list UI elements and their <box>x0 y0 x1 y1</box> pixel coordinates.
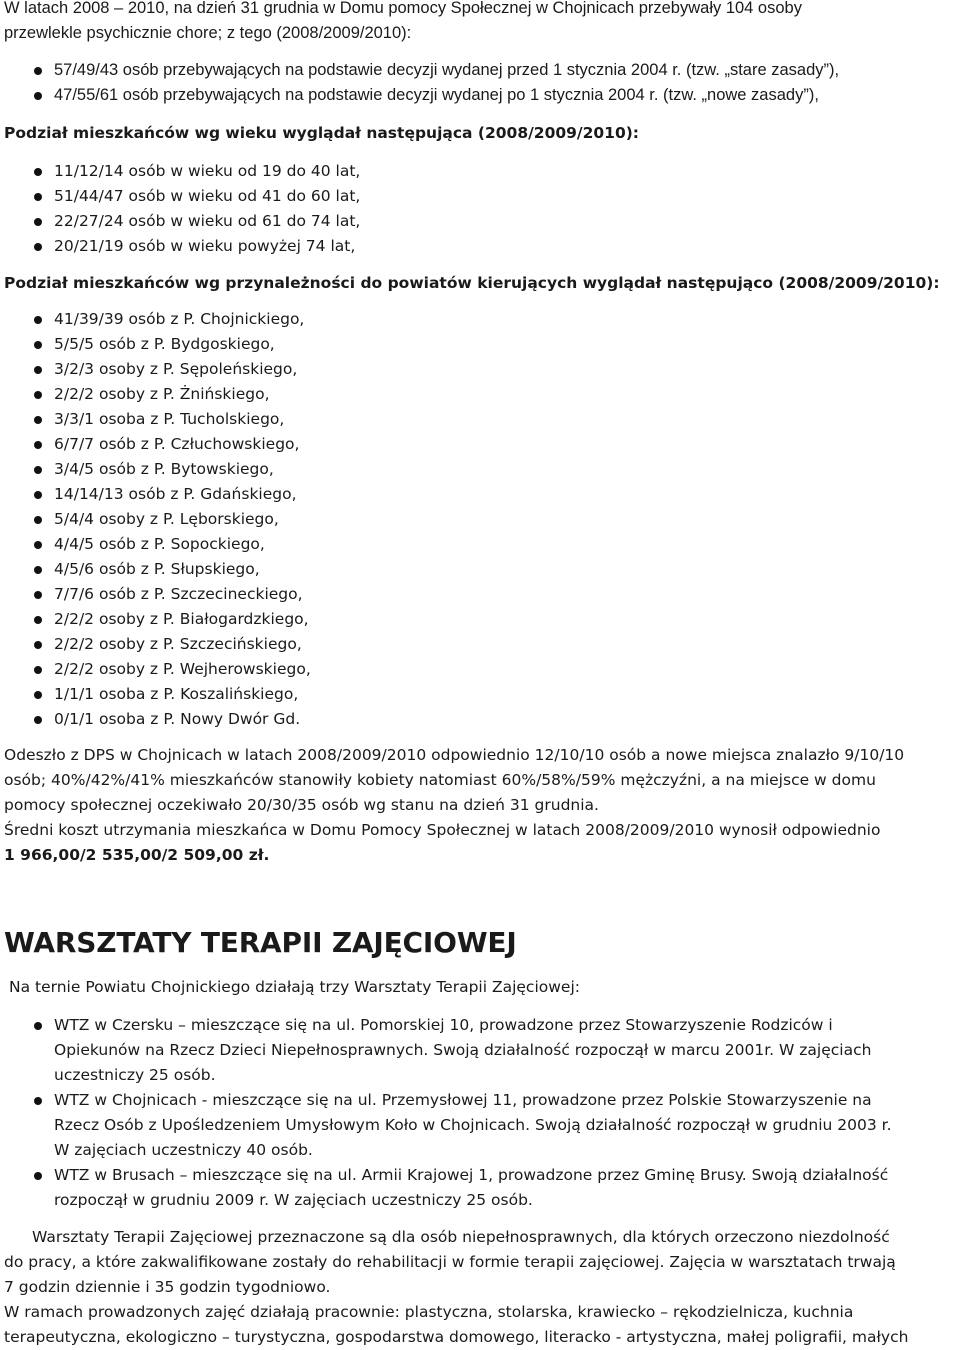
summary-line: Odeszło z DPS w Chojnicach w latach 2008/2009/2010 odpowiednio 12/10/10 osób a nowe miejsca znalazło 9/10/10 <box>4 746 905 764</box>
list-item: 0/1/1 osoba z P. Nowy Dwór Gd. <box>4 707 956 732</box>
list-item: 51/44/47 osób w wieku od 41 do 60 lat, <box>4 184 956 209</box>
list-item: 3/4/5 osób z P. Bytowskiego, <box>4 457 956 482</box>
age-heading: Podział mieszkańców wg wieku wyglądał następująca (2008/2009/2010): <box>4 124 640 142</box>
cost-value: 1 966,00/2 535,00/2 509,00 zł. <box>4 846 270 864</box>
wtz-item-line: WTZ w Chojnicach - mieszczące się na ul. Przemysłowej 11, prowadzone przez Polskie Stowarzyszenie na <box>54 1091 872 1109</box>
list-item: 22/27/24 osób w wieku od 61 do 74 lat, <box>4 209 956 234</box>
list-item: 3/2/3 osoby z P. Sępoleńskiego, <box>4 357 956 382</box>
intro-list <box>4 58 956 108</box>
paragraph-line: 7 godzin dziennie i 35 godzin tygodniowo. <box>4 1278 331 1296</box>
intro-paragraph <box>4 0 954 46</box>
list-item <box>4 1088 956 1163</box>
list-item: 5/4/4 osoby z P. Lęborskiego, <box>4 507 956 532</box>
list-item: 41/39/39 osób z P. Chojnickiego, <box>4 307 956 332</box>
list-item: 2/2/2 osoby z P. Szczecińskiego, <box>4 632 956 657</box>
wtz-item-line: uczestniczy 25 osób. <box>54 1066 216 1084</box>
paragraph-line: Warsztaty Terapii Zajęciowej przeznaczone są dla osób niepełnosprawnych, dla których orzeczono niezdolność <box>32 1228 890 1246</box>
wtz-item-line: WTZ w Brusach – mieszczące się na ul. Armii Krajowej 1, prowadzone przez Gminę Brusy. Swoją działalność <box>54 1166 889 1184</box>
paragraph-line: W ramach prowadzonych zajęć działają pracownie: plastyczna, stolarska, krawiecko – rękodzielnicza, kuchnia <box>4 1303 854 1321</box>
county-heading: Podział mieszkańców wg przynależności do powiatów kierujących wyglądał następująco (2008/2009/2010): <box>4 274 940 292</box>
list-item <box>4 1013 956 1088</box>
list-item <box>4 1163 956 1213</box>
summary-line: osób; 40%/42%/41% mieszkańców stanowiły kobiety natomiast 60%/58%/59% mężczyźni, a na miejsce w domu <box>4 771 876 789</box>
county-list <box>4 307 956 732</box>
wtz-intro: Na ternie Powiatu Chojnickiego działają trzy Warsztaty Terapii Zajęciowej: <box>9 978 580 996</box>
list-item: 3/3/1 osoba z P. Tucholskiego, <box>4 407 956 432</box>
list-item: 20/21/19 osób w wieku powyżej 74 lat, <box>4 234 956 259</box>
wtz-item-line: rozpoczął w grudniu 2009 r. W zajęciach uczestniczy 25 osób. <box>54 1191 533 1209</box>
list-item: 4/4/5 osób z P. Sopockiego, <box>4 532 956 557</box>
intro-line-2: przewlekle psychicznie chore; z tego (2008/2009/2010): <box>4 24 412 42</box>
list-item: 47/55/61 osób przebywających na podstawie decyzji wydanej po 1 stycznia 2004 r. (tzw. „nowe zasady”), <box>4 83 956 108</box>
wtz-list <box>4 1013 956 1213</box>
paragraph-line: terapeutyczna, ekologiczno – turystyczna, gospodarstwa domowego, literacko - artystyczna, małej poligrafii, małych <box>4 1328 909 1346</box>
list-item: 1/1/1 osoba z P. Koszalińskiego, <box>4 682 956 707</box>
list-item: 14/14/13 osób z P. Gdańskiego, <box>4 482 956 507</box>
wtz-item-line: Rzecz Osób z Upośledzeniem Umysłowym Koło w Chojnicach. Swoją działalność rozpoczął w grudniu 2003 r. <box>54 1116 892 1134</box>
summary-line: Średni koszt utrzymania mieszkańca w Domu Pomocy Społecznej w latach 2008/2009/2010 wynosił odpowiednio <box>4 821 881 839</box>
intro-line-1: W latach 2008 – 2010, na dzień 31 grudnia w Domu pomocy Społecznej w Chojnicach przebywały 104 osoby <box>4 0 802 17</box>
list-item: 7/7/6 osób z P. Szczecineckiego, <box>4 582 956 607</box>
list-item: 6/7/7 osób z P. Człuchowskiego, <box>4 432 956 457</box>
wtz-item-line: WTZ w Czersku – mieszczące się na ul. Pomorskiej 10, prowadzone przez Stowarzyszenie Rodziców i <box>54 1016 833 1034</box>
age-list <box>4 159 956 259</box>
summary-line: pomocy społecznej oczekiwało 20/30/35 osób wg stanu na dzień 31 grudnia. <box>4 796 599 814</box>
list-item: 2/2/2 osoby z P. Białogardzkiego, <box>4 607 956 632</box>
wtz-item-line: Opiekunów na Rzecz Dzieci Niepełnosprawnych. Swoją działalność rozpoczął w marcu 2001r. W zajęciach <box>54 1041 872 1059</box>
wtz-paragraph-1 <box>4 1225 956 1300</box>
list-item: 2/2/2 osoby z P. Wejherowskiego, <box>4 657 956 682</box>
list-item: 5/5/5 osób z P. Bydgoskiego, <box>4 332 956 357</box>
section-title: WARSZTATY TERAPII ZAJĘCIOWEJ <box>4 926 517 959</box>
paragraph-line: do pracy, a które zakwalifikowane zostały do rehabilitacji w formie terapii zajęciowej. Zajęcia w warsztatach trwają <box>4 1253 896 1271</box>
list-item: 57/49/43 osób przebywających na podstawie decyzji wydanej przed 1 stycznia 2004 r. (tzw. „stare zasady”), <box>4 58 956 83</box>
list-item: 2/2/2 osoby z P. Żnińskiego, <box>4 382 956 407</box>
summary-paragraph <box>4 743 956 868</box>
list-item: 11/12/14 osób w wieku od 19 do 40 lat, <box>4 159 956 184</box>
wtz-item-line: W zajęciach uczestniczy 40 osób. <box>54 1141 313 1159</box>
wtz-paragraph-2 <box>4 1300 956 1350</box>
list-item: 4/5/6 osób z P. Słupskiego, <box>4 557 956 582</box>
